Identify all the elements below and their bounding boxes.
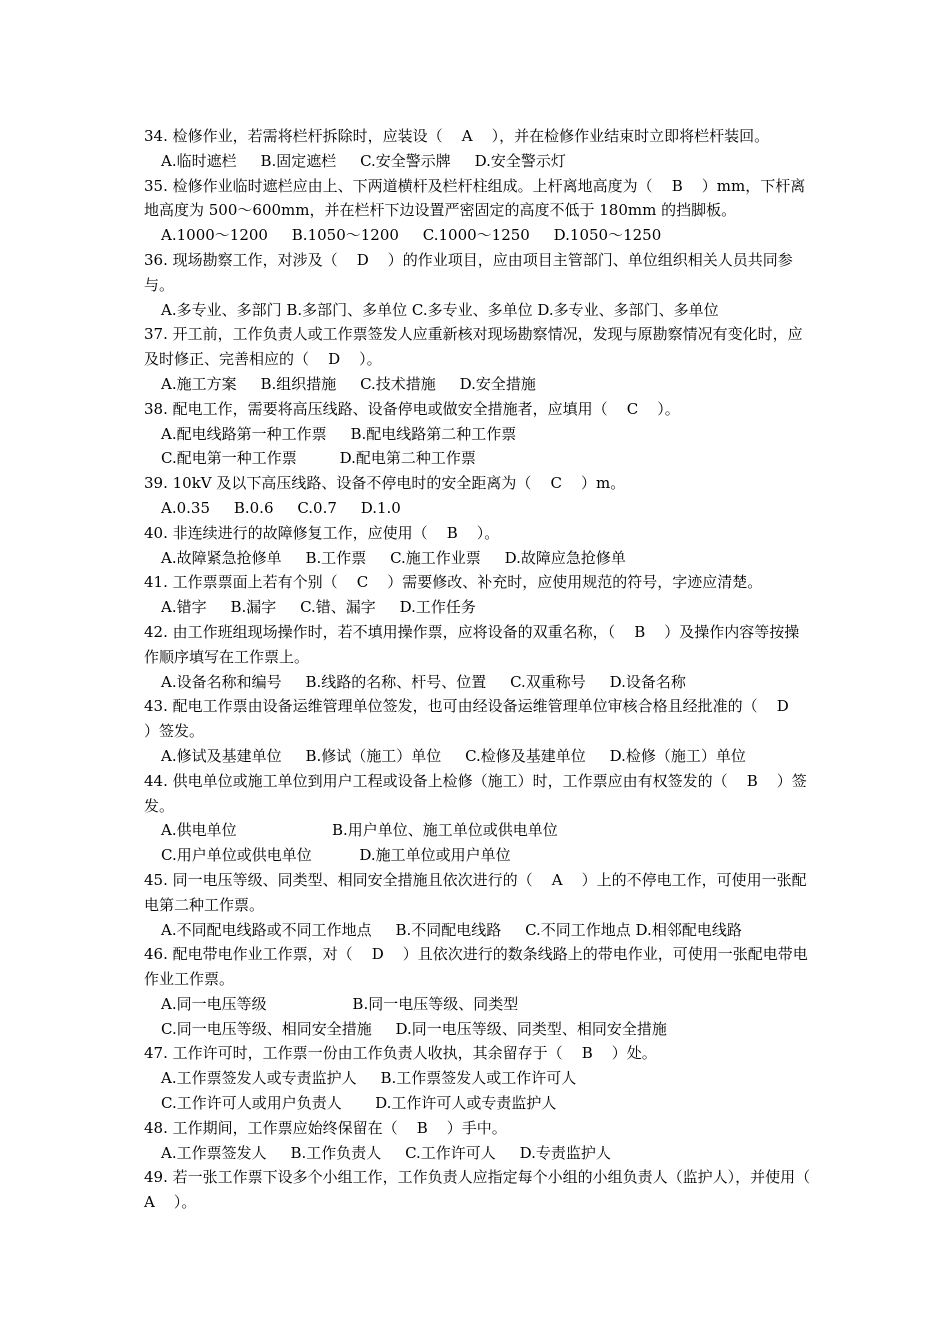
answer-options: A.同一电压等级 B.同一电压等级、同类型 [161,994,519,1013]
answer-options: A.施工方案 B.组织措施 C.技术措施 D.安全措施 [161,374,536,393]
answer-options: A.1000～1200 B.1050～1200 C.1000～1250 D.1050～1250 [161,226,662,245]
question-text: 37. 开工前，工作负责人或工作票签发人应重新核对现场勘察情况，发现与原勘察情况有变化时，应及时修正、完善相应的（ D ）。 [144,325,803,369]
answer-options: C.工作许可人或用户负责人 D.工作许可人或专责监护人 [161,1094,557,1113]
answer-options: A.供电单位 B.用户单位、施工单位或供电单位 [161,821,558,840]
answer-options: A.不同配电线路或不同工作地点 B.不同配电线路 C.不同工作地点 D.相邻配电线路 [161,920,742,939]
question-text: 40. 非连续进行的故障修复工作，应使用（ B ）。 [144,523,500,542]
answer-options: A.临时遮栏 B.固定遮栏 C.安全警示牌 D.安全警示灯 [161,151,566,170]
answer-options: A.故障紧急抢修单 B.工作票 C.施工作业票 D.故障应急抢修单 [161,548,626,567]
question-text: 45. 同一电压等级、同类型、相同安全措施且依次进行的（ A ）上的不停电工作，可使用一张配电第二种工作票。 [144,870,807,914]
question-text: 35. 检修作业临时遮栏应由上、下两道横杆及栏杆柱组成。上杆离地高度为（ B ）mm，下杆离地高度为 500～600mm，并在栏杆下边设置严密固定的高度不低于 180mm 的挡脚板。 [144,176,806,220]
question-text: 39. 10kV 及以下高压线路、设备不停电时的安全距离为（ C ）m。 [144,474,626,493]
question-text: 38. 配电工作，需要将高压线路、设备停电或做安全措施者，应填用（ C ）。 [144,399,680,418]
question-text: 34. 检修作业，若需将栏杆拆除时，应装设（ A ），并在检修作业结束时立即将栏杆装回。 [144,127,770,145]
answer-options: C.同一电压等级、相同安全措施 D.同一电压等级、同类型、相同安全措施 [161,1019,667,1038]
document-page [144,124,830,1215]
question-text: 36. 现场勘察工作，对涉及（ D ）的作业项目，应由项目主管部门、单位组织相关人员共同参与。 [144,250,793,294]
question-text: 49. 若一张工作票下设多个小组工作，工作负责人应指定每个小组的小组负责人（监护人），并使用（ A ）。 [144,1168,830,1212]
question-text: 44. 供电单位或施工单位到用户工程或设备上检修（施工）时，工作票应由有权签发的（ B ）签发。 [144,771,807,815]
answer-options: A.工作票签发人或专责监护人 B.工作票签发人或工作许可人 [161,1069,577,1088]
answer-options: A.多专业、多部门 B.多部门、多单位 C.多专业、多单位 D.多专业、多部门、多单位 [161,300,719,319]
answer-options: A.配电线路第一种工作票 B.配电线路第二种工作票 [161,424,517,443]
question-text: 48. 工作期间，工作票应始终保留在（ B ）手中。 [144,1118,507,1137]
answer-options: A.设备名称和编号 B.线路的名称、杆号、位置 C.双重称号 D.设备名称 [161,672,686,691]
question-text: 46. 配电带电作业工作票，对（ D ）且依次进行的数条线路上的带电作业，可使用一张配电带电作业工作票。 [144,945,808,989]
answer-options: A.工作票签发人 B.工作负责人 C.工作许可人 D.专责监护人 [161,1143,611,1162]
answer-options: A.错字 B.漏字 C.错、漏字 D.工作任务 [161,598,476,617]
answer-options: A.修试及基建单位 B.修试（施工）单位 C.检修及基建单位 D.检修（施工）单位 [161,746,746,765]
answer-options: C.配电第一种工作票 D.配电第二种工作票 [161,449,476,468]
question-text: 42. 由工作班组现场操作时，若不填用操作票，应将设备的双重名称，（ B ）及操作内容等按操作顺序填写在工作票上。 [144,622,800,666]
answer-options: A.0.35 B.0.6 C.0.7 D.1.0 [161,498,401,517]
question-text: 43. 配电工作票由设备运维管理单位签发，也可由经设备运维管理单位审核合格且经批准的（ D ）签发。 [144,697,808,741]
question-text: 47. 工作许可时，工作票一份由工作负责人收执，其余留存于（ B ）处。 [144,1044,657,1063]
question-text: 41. 工作票票面上若有个别（ C ）需要修改、补充时，应使用规范的符号，字迹应清楚。 [144,573,763,592]
answer-options: C.用户单位或供电单位 D.施工单位或用户单位 [161,846,511,865]
